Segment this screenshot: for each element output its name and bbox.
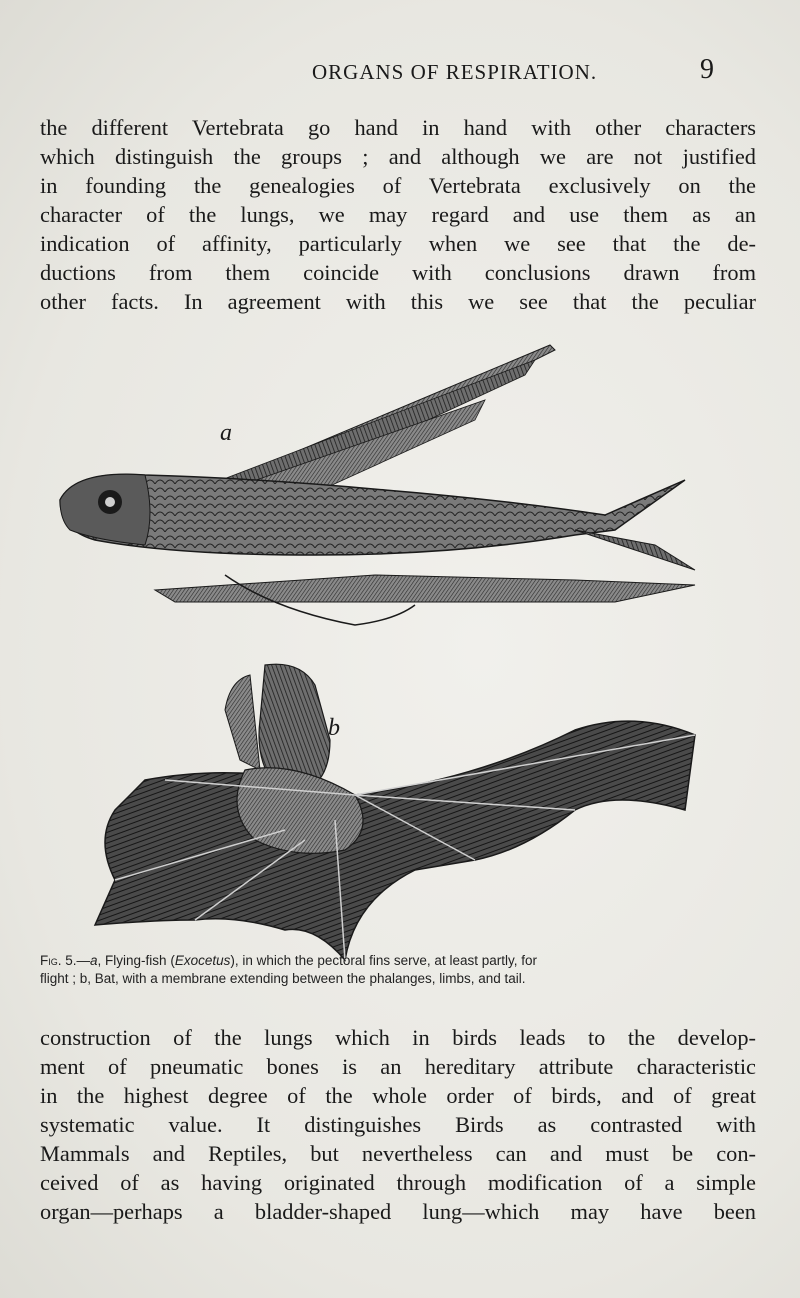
bat-drawing [95, 664, 695, 960]
text-line: which distinguish the groups ; and although we are not justified [40, 144, 756, 169]
text-line: systematic value. It distinguishes Birds as contrasted with [40, 1112, 756, 1137]
paragraph-top [40, 113, 756, 316]
text-line: Mammals and Reptiles, but nevertheless can and must be con- [40, 1141, 756, 1166]
flying-fish-drawing [60, 345, 695, 625]
text-line: ceived of as having originated through modification of a simple [40, 1170, 756, 1195]
text-line: indication of affinity, particularly when we see that the de- [40, 231, 756, 256]
text-line: other facts. In agreement with this we see that the peculiar [40, 289, 756, 314]
caption-genus: Exocetus [174, 953, 231, 968]
figure-svg [55, 340, 715, 970]
caption-line-1: Fig. 5.—a, Flying-fish (Exocetus), in which the pectoral fins serve, at least partly, for [40, 953, 537, 968]
running-head [0, 54, 800, 90]
figure-caption [40, 952, 756, 988]
caption-line-2: flight ; b, Bat, with a membrane extending between the phalanges, limbs, and tail. [40, 971, 526, 986]
paragraph-bottom [40, 1023, 756, 1226]
caption-line-1-rest: ), in which the pectoral fins serve, at least partly, for [230, 953, 537, 968]
figure-illustration [55, 340, 715, 970]
figure-label-b: b [328, 715, 340, 741]
running-title: ORGANS OF RESPIRATION. [312, 60, 598, 84]
text-line: the different Vertebrata go hand in hand with other characters [40, 115, 756, 140]
figure-label-a: a [220, 420, 232, 446]
text-line: in founding the genealogies of Vertebrata exclusively on the [40, 173, 756, 198]
text-line: ductions from them coincide with conclusions drawn from [40, 260, 756, 285]
text-line: organ—perhaps a bladder-shaped lung—which may have been [40, 1199, 756, 1224]
text-line: in the highest degree of the whole order of birds, and of great [40, 1083, 756, 1108]
caption-flying-fish: Flying-fish [105, 953, 167, 968]
text-line: ment of pneumatic bones is an hereditary attribute characteristic [40, 1054, 756, 1079]
text-line: construction of the lungs which in birds leads to the develop- [40, 1025, 756, 1050]
page-number: 9 [700, 54, 715, 85]
caption-letter-a: a [90, 953, 98, 968]
text-line: character of the lungs, we may regard and use them as an [40, 202, 756, 227]
caption-fig-number: Fig. 5. [40, 953, 77, 968]
